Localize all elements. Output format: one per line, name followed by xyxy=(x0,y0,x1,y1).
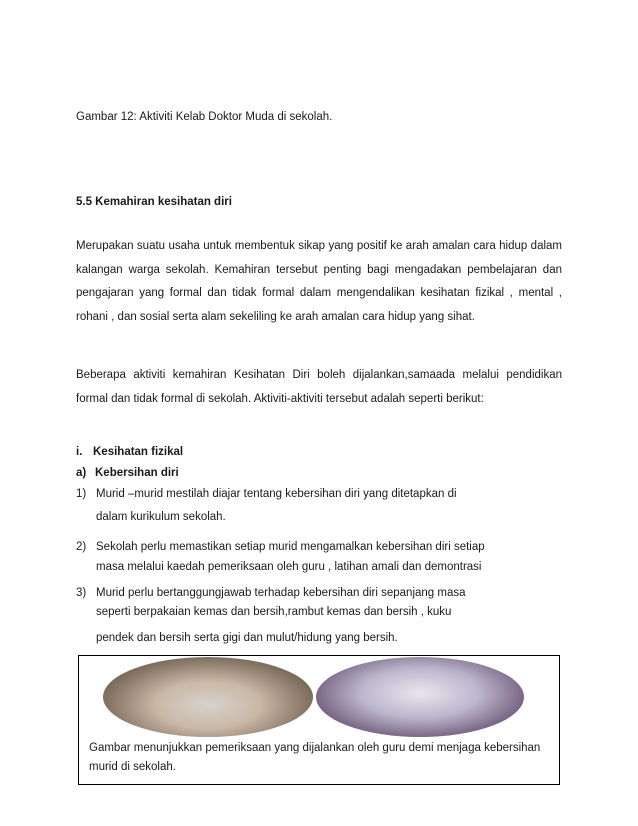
photo-teacher-checking-students xyxy=(103,657,313,737)
section-title: 5.5 Kemahiran kesihatan diri xyxy=(76,196,232,208)
heading-text: Kebersihan diri xyxy=(95,467,179,479)
list-item-line: seperti berpakaian kemas dan bersih,rambut kemas dan bersih , kuku xyxy=(96,606,452,618)
figure-caption: Gambar menunjukkan pemeriksaan yang dijalankan oleh guru demi menjaga kebersihan murid di sekolah. xyxy=(89,742,541,773)
paragraph-1 xyxy=(76,235,562,329)
paragraph-2-text: Beberapa aktiviti kemahiran Kesihatan Diri boleh dijalankan,samaada melalui pendidikan formal dan tidak formal di sekolah. Aktiviti-aktiviti tersebut adalah seperti berikut: xyxy=(76,369,562,405)
figure-box xyxy=(78,655,560,785)
list-item-line: pendek dan bersih serta gigi dan mulut/hidung yang bersih. xyxy=(96,632,398,644)
figure-caption-top: Gambar 12: Aktiviti Kelab Doktor Muda di sekolah. xyxy=(76,111,333,123)
list-item-line: Murid perlu bertanggungjawab terhadap kebersihan diri sepanjang masa xyxy=(96,587,466,599)
list-item-2 xyxy=(76,537,562,577)
heading-kebersihan-diri xyxy=(76,467,179,479)
heading-text: Kesihatan fizikal xyxy=(93,446,184,458)
list-item-line: masa melalui kaedah pemeriksaan oleh guru , latihan amali dan demontrasi xyxy=(96,561,482,573)
list-item-3 xyxy=(76,584,562,622)
heading-kesihatan-fizikal xyxy=(76,446,183,458)
paragraph-1-text: Merupakan suatu usaha untuk membentuk sikap yang positif ke arah amalan cara hidup dalam kalangan warga sekolah. Kemahiran tersebut penting bagi mengadakan pembelajaran dan pengajaran yang formal dan tidak formal dalam mengendalikan kesihatan fizikal , mental , rohani , dan sosial serta alam sekeliling ke arah amalan cara hidup yang sihat. xyxy=(76,240,562,323)
list-item-number: 2) xyxy=(76,541,87,553)
list-item-1 xyxy=(76,484,562,527)
heading-number: a) xyxy=(76,467,87,479)
list-item-number: 3) xyxy=(76,587,87,599)
paragraph-2 xyxy=(76,364,562,411)
photo-teacher-examining-student xyxy=(316,657,524,737)
list-item-number: 1) xyxy=(76,488,87,500)
list-item-line: Sekolah perlu memastikan setiap murid mengamalkan kebersihan diri setiap xyxy=(96,541,485,553)
list-item-line: Murid –murid mestilah diajar tentang kebersihan diri yang ditetapkan di xyxy=(96,488,457,500)
heading-number: i. xyxy=(76,446,83,458)
list-item-line: dalam kurikulum sekolah. xyxy=(96,511,226,523)
